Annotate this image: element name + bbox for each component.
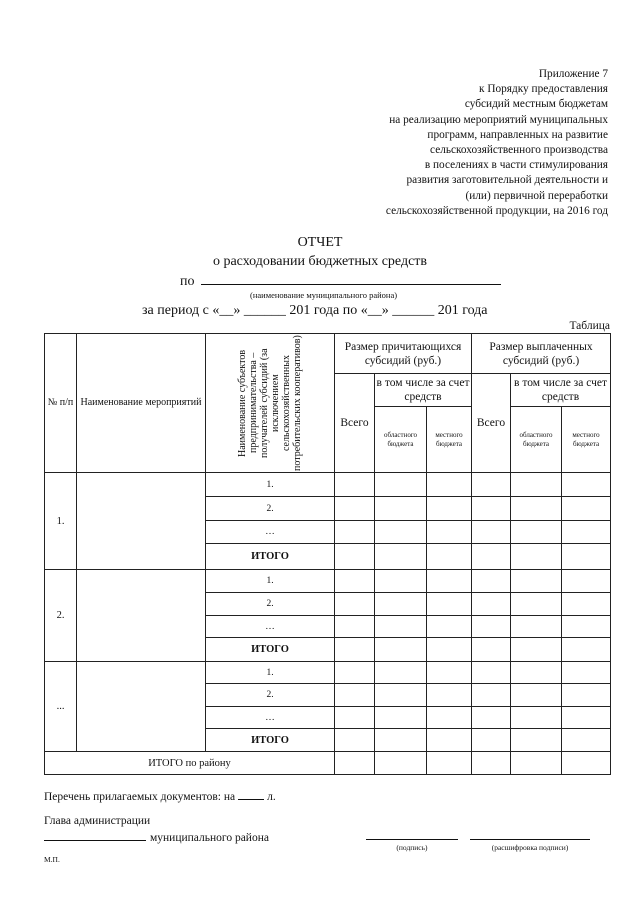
col-subjects-text: Наименование субъектов предпринимательства – получателей субсидий (за исключением сельскохозяйственных потребительских кооперативов) bbox=[237, 335, 303, 471]
attached-docs-label: Перечень прилагаемых документов: на bbox=[44, 791, 236, 803]
col-subjects-header bbox=[206, 334, 335, 473]
decoding-line[interactable] bbox=[470, 838, 590, 840]
subtotal-cell: ИТОГО bbox=[206, 729, 335, 752]
district-total-label: ИТОГО по району bbox=[45, 752, 335, 775]
subject-cell[interactable]: … bbox=[206, 521, 335, 544]
group-number: 1. bbox=[45, 473, 77, 570]
report-subtitle: о расходовании бюджетных средств bbox=[212, 254, 428, 269]
paid-total-header: Всего bbox=[472, 374, 511, 473]
table-row bbox=[45, 473, 611, 497]
district-caption: (наименование муниципального района) bbox=[250, 290, 398, 300]
due-regional-header: областного бюджета bbox=[375, 407, 427, 473]
event-name-cell[interactable] bbox=[77, 570, 206, 662]
sheets-suffix: л. bbox=[267, 791, 276, 803]
appendix-line: развития заготовительной деятельности и bbox=[406, 174, 608, 187]
subtotal-cell: ИТОГО bbox=[206, 544, 335, 570]
col-name-header: Наименование мероприятий bbox=[77, 334, 206, 473]
due-incl-header: в том числе за счет средств bbox=[375, 374, 472, 407]
subject-cell[interactable]: 2. bbox=[206, 593, 335, 616]
subject-cell[interactable]: … bbox=[206, 616, 335, 638]
subject-cell[interactable]: 2. bbox=[206, 684, 335, 707]
due-subsidies-header: Размер причитающихся субсидий (руб.) bbox=[335, 334, 472, 374]
sheet-count-blank[interactable] bbox=[238, 789, 264, 800]
subtotal-cell: ИТОГО bbox=[206, 638, 335, 662]
district-name-blank[interactable] bbox=[201, 271, 501, 285]
district-total-row bbox=[45, 752, 611, 775]
table-row bbox=[45, 662, 611, 684]
appendix-line: к Порядку предоставления bbox=[479, 83, 608, 96]
head-title-line1: Глава администрации bbox=[44, 815, 151, 827]
appendix-line: в поселениях в части стимулирования bbox=[424, 159, 608, 172]
subject-cell[interactable]: 1. bbox=[206, 570, 335, 593]
col-num-header: № п/п bbox=[45, 334, 77, 473]
due-local-header: местного бюджета bbox=[427, 407, 472, 473]
due-total-header: Всего bbox=[335, 374, 375, 473]
subject-cell[interactable]: … bbox=[206, 707, 335, 729]
signature-line[interactable] bbox=[366, 838, 458, 840]
table-row bbox=[45, 570, 611, 593]
decoding-caption: (расшифровка подписи) bbox=[491, 843, 569, 852]
appendix-line: сельскохозяйственного производства bbox=[430, 144, 608, 157]
subject-cell[interactable]: 2. bbox=[206, 497, 335, 521]
appendix-line: на реализацию мероприятий муниципальных bbox=[389, 113, 608, 126]
table-caption: Таблица bbox=[569, 320, 610, 332]
event-name-cell[interactable] bbox=[77, 473, 206, 570]
signature-caption: (подпись) bbox=[396, 843, 428, 852]
appendix-line: сельскохозяйственной продукции, на 2016 год bbox=[385, 204, 608, 217]
po-label: по bbox=[180, 274, 195, 289]
head-title-text: муниципального района bbox=[150, 832, 269, 844]
appendix-line: Приложение 7 bbox=[538, 68, 608, 80]
appendix-line: субсидий местным бюджетам bbox=[464, 98, 608, 111]
appendix-header bbox=[288, 67, 608, 219]
paid-regional-header: областного бюджета bbox=[511, 407, 562, 473]
subject-cell[interactable]: 1. bbox=[206, 473, 335, 497]
appendix-line: (или) первичной переработки bbox=[465, 189, 608, 202]
event-name-cell[interactable] bbox=[77, 662, 206, 752]
subject-cell[interactable]: 1. bbox=[206, 662, 335, 684]
appendix-line: программ, направленных на развитие bbox=[427, 128, 608, 141]
period-line: за период с «__» ______ 201 года по «__» ______ 201 года bbox=[142, 303, 488, 318]
report-title: ОТЧЕТ bbox=[297, 235, 343, 250]
district-line bbox=[180, 271, 501, 291]
report-table bbox=[44, 333, 611, 775]
paid-subsidies-header: Размер выплаченных субсидий (руб.) bbox=[472, 334, 611, 374]
paid-local-header: местного бюджета bbox=[562, 407, 611, 473]
group-number: 2. bbox=[45, 570, 77, 662]
district-blank[interactable] bbox=[44, 830, 146, 841]
attached-docs-line bbox=[44, 789, 276, 803]
paid-incl-header: в том числе за счет средств bbox=[511, 374, 611, 407]
stamp-label: М.П. bbox=[44, 855, 60, 864]
head-title-line2 bbox=[44, 830, 269, 844]
group-number: ... bbox=[45, 662, 77, 752]
